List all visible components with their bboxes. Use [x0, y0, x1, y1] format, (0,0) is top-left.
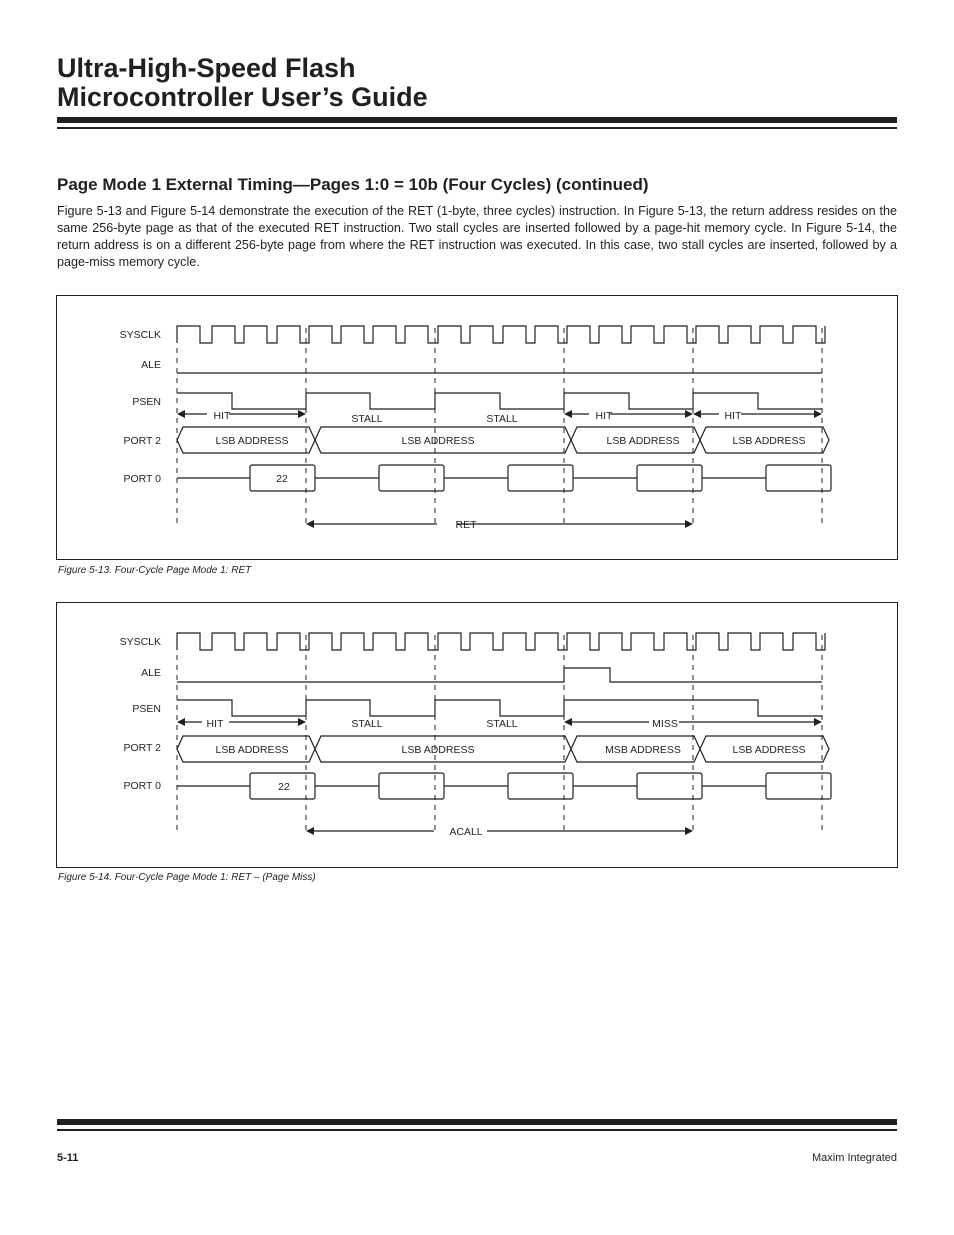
- signal-label-port0: PORT 0: [123, 780, 161, 792]
- page-number: 5-11: [57, 1152, 79, 1164]
- port2-label: LSB ADDRESS: [401, 435, 475, 447]
- port0-box-5: [766, 465, 831, 491]
- port0-value: 22: [276, 473, 288, 485]
- footer-rule-thin: [57, 1129, 897, 1131]
- cycle-label-hit: HIT: [595, 410, 613, 422]
- cycle-label-stall: STALL: [486, 413, 518, 425]
- signal-label-sysclk: SYSCLK: [119, 636, 161, 648]
- port0-box-3: [508, 465, 573, 491]
- timing-diagram-5-14: [57, 603, 897, 867]
- signal-label-ale: ALE: [141, 359, 161, 371]
- signal-label-sysclk: SYSCLK: [119, 329, 161, 341]
- header-rule-thick: [57, 117, 897, 123]
- port2-label: LSB ADDRESS: [732, 435, 806, 447]
- port0-box-3: [508, 773, 573, 799]
- sysclk-waveform: [177, 633, 825, 650]
- signal-label-port0: PORT 0: [123, 473, 161, 485]
- figure-5-14: [56, 602, 898, 868]
- cycle-label-stall: STALL: [486, 718, 518, 730]
- port2-label: LSB ADDRESS: [401, 744, 475, 756]
- instruction-span-label: ACALL: [449, 826, 483, 838]
- port0-value: 22: [278, 781, 290, 793]
- port2-label: LSB ADDRESS: [732, 744, 806, 756]
- port0-box-4: [637, 465, 702, 491]
- timing-diagram-5-13: [57, 296, 897, 559]
- cycle-label-stall: STALL: [351, 718, 383, 730]
- signal-label-port2: PORT 2: [123, 742, 161, 754]
- figure-5-13-caption: Figure 5-13. Four-Cycle Page Mode 1: RET: [58, 565, 252, 576]
- port2-label: MSB ADDRESS: [605, 744, 681, 756]
- port0-box-2: [379, 773, 444, 799]
- title-line-1: Ultra-High-Speed Flash: [57, 53, 356, 83]
- figure-5-13: [56, 295, 898, 560]
- footer-rule-thick: [57, 1119, 897, 1125]
- sysclk-waveform: [177, 326, 825, 343]
- port2-label: LSB ADDRESS: [215, 744, 289, 756]
- port2-label: LSB ADDRESS: [606, 435, 680, 447]
- signal-label-ale: ALE: [141, 667, 161, 679]
- header-rule-thin: [57, 127, 897, 129]
- cycle-label-stall: STALL: [351, 413, 383, 425]
- signal-label-port2: PORT 2: [123, 435, 161, 447]
- cycle-label-hit: HIT: [213, 410, 231, 422]
- document-title: [57, 54, 428, 112]
- footer-brand: Maxim Integrated: [812, 1152, 897, 1164]
- figure-5-14-caption: Figure 5-14. Four-Cycle Page Mode 1: RET – (Page Miss): [58, 872, 316, 883]
- cycle-label-hit: HIT: [724, 410, 742, 422]
- instruction-span-label: RET: [455, 519, 477, 531]
- section-body: Figure 5-13 and Figure 5-14 demonstrate the execution of the RET (1-byte, three cycles) instruction. In Figure 5-13, the return address resides on the same 256-byte page as that of the executed RET instruction. Two stall cycles are inserted followed by a page-hit memory cycle. In Figure 5-14, the return address is on a different 256-byte page from where the RET instruction was executed. In this case, two stall cycles are inserted, followed by a page-miss memory cycle.: [57, 204, 897, 269]
- psen-waveform: [177, 700, 822, 716]
- signal-label-psen: PSEN: [132, 703, 161, 715]
- cycle-label-miss: MISS: [652, 718, 678, 730]
- section-heading: Page Mode 1 External Timing—Pages 1:0 = 10b (Four Cycles) (continued): [57, 175, 649, 194]
- ale-waveform: [177, 668, 822, 682]
- port0-box-4: [637, 773, 702, 799]
- port0-box-2: [379, 465, 444, 491]
- title-line-2: Microcontroller User’s Guide: [57, 82, 428, 112]
- psen-waveform: [177, 393, 822, 409]
- signal-label-psen: PSEN: [132, 396, 161, 408]
- port0-box-5: [766, 773, 831, 799]
- cycle-label-hit: HIT: [206, 718, 224, 730]
- port2-label: LSB ADDRESS: [215, 435, 289, 447]
